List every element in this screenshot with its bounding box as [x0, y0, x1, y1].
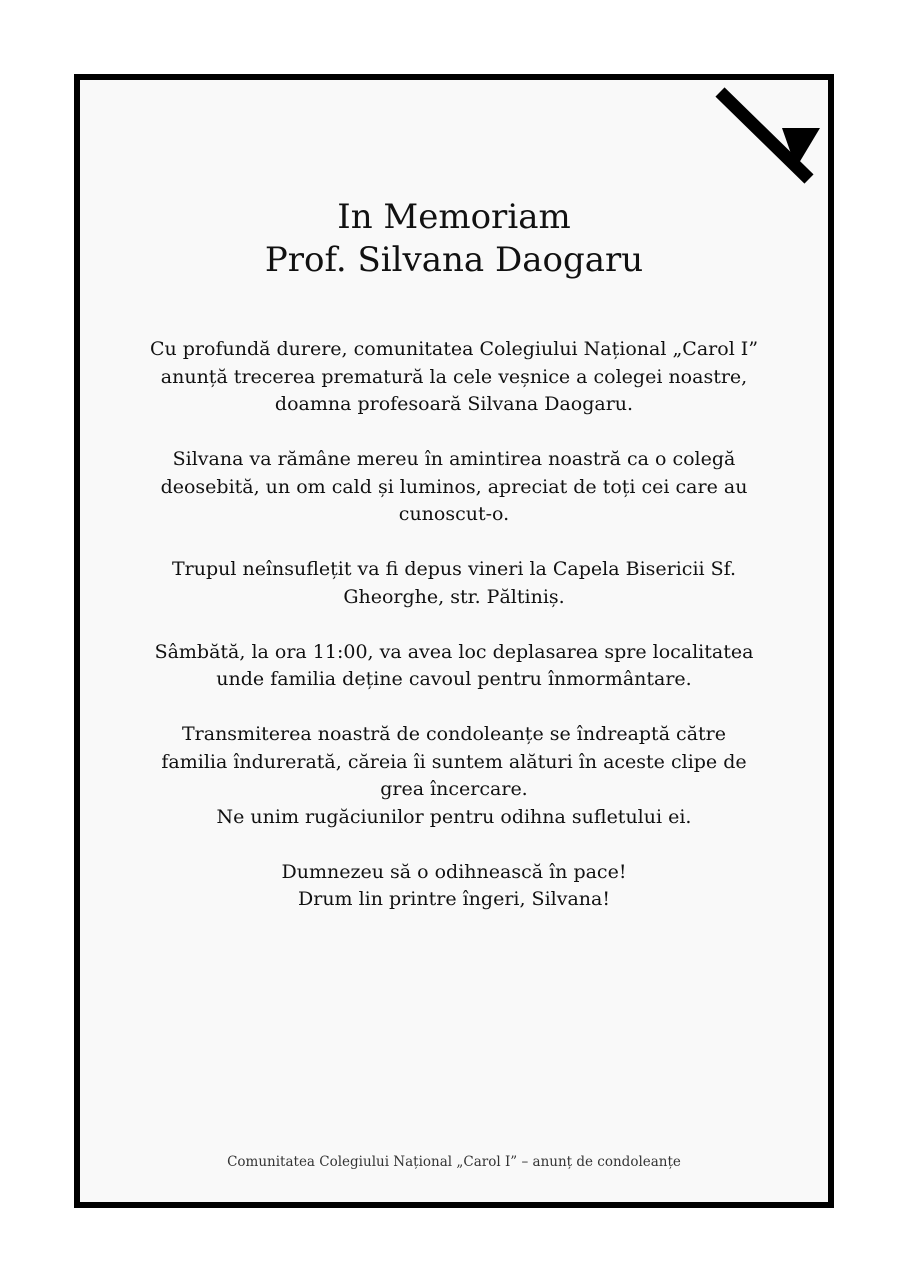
text-line: Ne unim rugăciunilor pentru odihna sufletului ei. [216, 805, 692, 828]
paragraph-remembrance [140, 446, 768, 529]
page-title [80, 196, 828, 282]
footer-caption: Comunitatea Colegiului Național „Carol I” – anunț de condoleanțe [227, 1154, 681, 1170]
text-line: Trupul neînsuflețit va fi depus vineri la Capela Bisericii Sf. [171, 558, 737, 580]
obituary-card [74, 74, 834, 1208]
paragraph-viewing [140, 556, 768, 611]
paragraph-condolences [140, 721, 768, 831]
paragraph-announcement [140, 336, 768, 419]
paragraph-farewell [140, 859, 768, 914]
text-line: Transmiterea noastră de condoleanțe se îndreaptă către [181, 723, 726, 745]
text-line: Silvana va rămâne mereu în amintirea noastră ca o colegă [172, 448, 736, 470]
paragraph-burial [140, 639, 768, 694]
text-line: Gheorghe, str. Păltiniș. [343, 585, 565, 608]
title-line-memoriam: In Memoriam [337, 197, 571, 237]
text-line: Dumnezeu să o odihnească în pace! [281, 860, 627, 883]
text-line: unde familia deține cavoul pentru înmormântare. [216, 668, 692, 690]
text-line: cunoscut-o. [398, 503, 510, 525]
text-line: Drum lin printre îngeri, Silvana! [298, 888, 610, 910]
title-line-name: Prof. Silvana Daogaru [264, 240, 644, 280]
text-line: doamna profesoară Silvana Daogaru. [274, 393, 634, 415]
text-line: familia îndurerată, căreia îi suntem alături în aceste clipe de [161, 750, 747, 773]
text-line: anunță trecerea prematură la cele veșnice a colegei noastre, [160, 365, 748, 388]
text-line: Cu profundă durere, comunitatea Colegiului Național „Carol I” [149, 338, 759, 360]
text-line: grea încercare. [380, 778, 528, 800]
text-line: deosebită, un om cald și luminos, apreciat de toți cei care au [160, 475, 748, 498]
mourning-ribbon-icon [708, 80, 828, 200]
obituary-text [140, 336, 768, 941]
text-line: Sâmbătă, la ora 11:00, va avea loc deplasarea spre localitatea [154, 640, 754, 663]
